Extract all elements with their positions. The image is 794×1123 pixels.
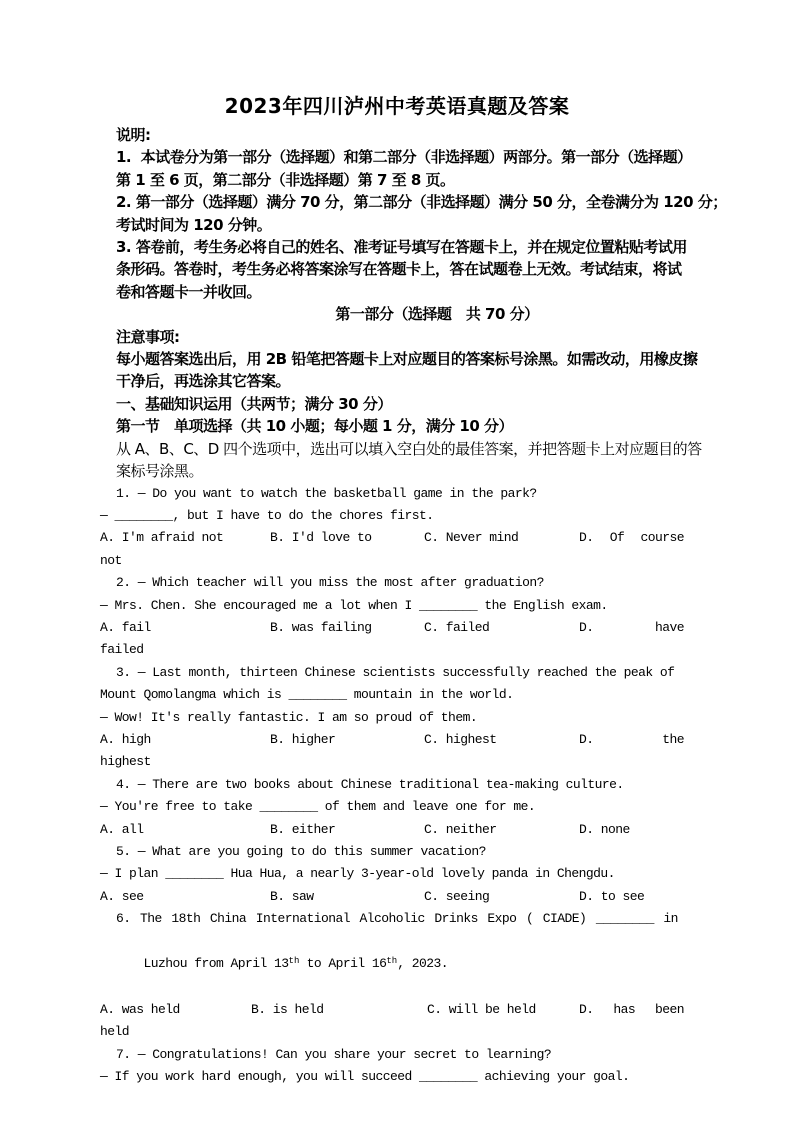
question-3-options <box>100 729 684 751</box>
question-7-line-2: — If you work hard enough, you will succeed ________ achieving your goal. <box>100 1069 630 1085</box>
question-6-option-c: C. will be held <box>427 1001 536 1017</box>
question-1-line-2: — ________, but I have to do the chores first. <box>100 507 434 523</box>
section1-heading: 一、基础知识运用（共两节；满分 30 分） <box>116 394 392 413</box>
question-1-option-a: A. I'm afraid not <box>100 530 224 546</box>
question-6-line-2-text3: , 2023. <box>397 956 448 972</box>
question-3-option-d-overflow: highest <box>100 754 151 770</box>
question-5-options <box>100 886 684 908</box>
part1-notes-heading: 注意事项: <box>116 327 180 346</box>
question-5-option-b: B. saw <box>270 888 314 904</box>
question-6-line-2-text2: to April 16 <box>299 956 387 972</box>
question-6-option-d-word1: has <box>613 1001 636 1017</box>
question-6-option-d-overflow: held <box>100 1024 130 1040</box>
notice-heading: 说明: <box>116 126 151 144</box>
question-4-option-c: C. neither <box>424 821 497 837</box>
question-6-line-2 <box>100 931 684 999</box>
question-3-option-a: A. high <box>100 731 151 747</box>
question-3-option-c: C. highest <box>424 731 497 747</box>
document-title: 2023年四川泸州中考英语真题及答案 <box>224 94 570 118</box>
question-2-line-2: — Mrs. Chen. She encouraged me a lot when I ________ the English exam. <box>100 597 608 613</box>
part1-notes-line2: 干净后，再选涂其它答案。 <box>116 372 291 391</box>
notice-item3-line3: 卷和答题卡一并收回。 <box>116 282 262 301</box>
question-7-line-1: 7. — Congratulations! Can you share your secret to learning? <box>116 1046 552 1062</box>
notice-item2-line2: 考试时间为 120 分钟。 <box>116 215 272 234</box>
notice-item3-line2: 条形码。答卷时，考生务必将答案涂写在答题卡上，答在试题卷上无效。考试结束，将试 <box>116 260 682 279</box>
question-6-option-a: A. was held <box>100 1001 180 1017</box>
section1-direction-line2: 案标号涂黑。 <box>116 462 204 481</box>
question-4-option-d: D. none <box>579 821 630 837</box>
question-2-line-1: 2. — Which teacher will you miss the most after graduation? <box>116 575 544 591</box>
question-5-option-a: A. see <box>100 888 144 904</box>
question-6-ordinal-suffix-2: th <box>386 956 398 967</box>
question-4-options <box>100 819 684 841</box>
notice-item1-line2: 第 1 至 6 页，第二部分（非选择题）第 7 至 8 页。 <box>116 170 455 189</box>
question-5-line-1: 5. — What are you going to do this summer vacation? <box>116 844 486 859</box>
question-6-ordinal-suffix-1: th <box>288 956 300 967</box>
question-6-options <box>100 999 684 1021</box>
question-1-option-d-word1: Of <box>609 530 625 546</box>
question-2-option-d <box>579 617 684 639</box>
question-2-option-c: C. failed <box>424 619 490 635</box>
question-6-option-d <box>579 999 684 1021</box>
question-6-line-2-text1: Luzhou from April 13 <box>143 956 289 972</box>
question-3-option-d-word1: the <box>662 731 684 747</box>
question-4-option-a: A. all <box>100 821 144 837</box>
question-2-option-d-label: D. <box>579 619 594 635</box>
question-4-line-1: 4. — There are two books about Chinese traditional tea-making culture. <box>116 776 624 792</box>
question-3-option-d <box>579 729 684 751</box>
question-1-option-b: B. I'd love to <box>270 530 372 546</box>
notice-item3-line1: 3. 答卷前，考生务必将自己的姓名、准考证号填写在答题卡上，并在规定位置粘贴考试用 <box>116 238 687 257</box>
question-6-line-1: 6. The 18th China International Alcoholic Drinks Expo ( CIADE) ________ in <box>116 911 678 927</box>
question-4-line-2: — You're free to take ________ of them and leave one for me. <box>100 799 536 815</box>
document-body <box>100 124 727 1088</box>
question-3-line-1: 3. — Last month, thirteen Chinese scientists successfully reached the peak of <box>116 664 675 680</box>
question-1-option-d-overflow: not <box>100 552 122 568</box>
question-1-option-d <box>579 527 684 549</box>
question-1-option-d-label: D. <box>579 530 594 546</box>
question-3-line-2: Mount Qomolangma which is ________ mountain in the world. <box>100 687 514 703</box>
question-5-option-d: D. to see <box>579 888 645 904</box>
question-5-line-2: — I plan ________ Hua Hua, a nearly 3-year-old lovely panda in Chengdu. <box>100 866 615 882</box>
question-2-option-d-word1: have <box>654 619 684 635</box>
part1-heading: 第一部分（选择题 共 70 分） <box>335 305 539 324</box>
question-6-option-d-label: D. <box>579 1001 594 1017</box>
question-3-line-3: — Wow! It's really fantastic. I am so proud of them. <box>100 709 478 725</box>
question-1-option-c: C. Never mind <box>424 530 519 546</box>
section1-node1-heading: 第一节 单项选择（共 10 小题；每小题 1 分，满分 10 分） <box>116 417 514 436</box>
question-6-option-d-word2: been <box>654 1001 684 1017</box>
question-2-option-d-overflow: failed <box>100 642 144 658</box>
question-6-option-b: B. is held <box>251 1001 324 1017</box>
question-2-option-b: B. was failing <box>270 619 372 635</box>
question-1-option-d-word2: course <box>640 530 684 546</box>
notice-item2-line1: 2. 第一部分（选择题）满分 70 分，第二部分（非选择题）满分 50 分，全卷满分为 120 分； <box>116 193 727 212</box>
question-2-options <box>100 617 684 639</box>
part1-notes-line1: 每小题答案选出后，用 2B 铅笔把答题卡上对应题目的答案标号涂黑。如需改动，用橡皮擦 <box>116 350 698 369</box>
section1-direction-line1: 从 A、B、C、D 四个选项中，选出可以填入空白处的最佳答案，并把答题卡上对应题目的答 <box>116 439 702 458</box>
question-5-option-c: C. seeing <box>424 888 490 904</box>
notice-item1-line1: 1. 本试卷分为第一部分（选择题）和第二部分（非选择题）两部分。第一部分（选择题） <box>116 148 692 167</box>
question-3-option-b: B. higher <box>270 731 336 747</box>
question-1-line-1: 1. — Do you want to watch the basketball game in the park? <box>116 485 537 501</box>
question-4-option-b: B. either <box>270 821 336 837</box>
question-2-option-a: A. fail <box>100 619 151 635</box>
question-1-options <box>100 527 684 549</box>
question-3-option-d-label: D. <box>579 731 594 747</box>
